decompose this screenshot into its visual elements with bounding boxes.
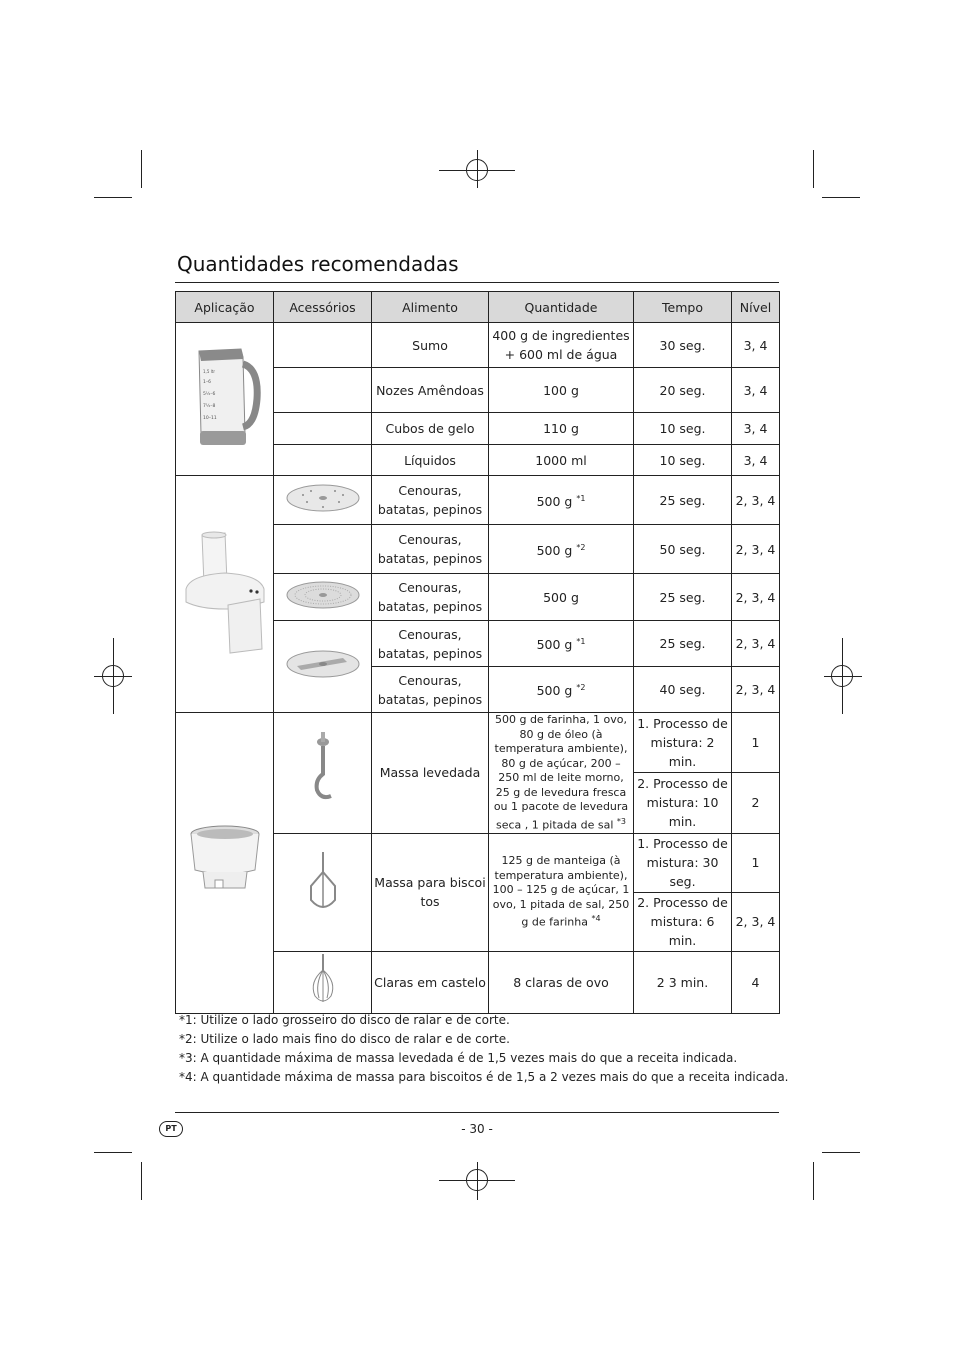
header-time: Tempo bbox=[634, 292, 732, 323]
food-cell: Cubos de gelo bbox=[372, 413, 489, 445]
level-cell: 2, 3, 4 bbox=[732, 667, 780, 713]
empty-accessory-cell bbox=[274, 323, 372, 368]
time-cell: 25 seg. bbox=[634, 621, 732, 667]
whisk-image bbox=[274, 951, 372, 1013]
quantity-cell: 100 g bbox=[489, 368, 634, 413]
time-cell: 2. Processo de mistura: 10 min. bbox=[634, 773, 732, 833]
time-cell: 10 seg. bbox=[634, 413, 732, 445]
time-cell: 10 seg. bbox=[634, 445, 732, 476]
level-cell: 2, 3, 4 bbox=[732, 476, 780, 525]
level-cell: 1 bbox=[732, 833, 780, 892]
food-cell: Cenouras, batatas, pepinos bbox=[372, 525, 489, 574]
quantity-cell: 500 g bbox=[489, 574, 634, 621]
quantity-cell: 500 g de farinha, 1 ovo, 80 g de óleo (à temperatura ambiente), 80 g de açúcar, 200 – 250 ml de leite morno, 25 g de levedura fresca ou 1 pacote de levedura seca , 1 pitada de sal $^{*3}$ bbox=[489, 713, 634, 834]
svg-text:1,5 ltr: 1,5 ltr bbox=[202, 369, 215, 374]
language-badge: PT bbox=[159, 1121, 183, 1137]
time-cell: 1. Processo de mistura: 2 min. bbox=[634, 713, 732, 773]
empty-accessory-cell bbox=[274, 413, 372, 445]
level-cell: 3, 4 bbox=[732, 323, 780, 368]
slicing-disc-image bbox=[274, 621, 372, 713]
svg-text:1–6: 1–6 bbox=[202, 380, 211, 385]
page-title: Quantidades recomendadas bbox=[177, 252, 459, 276]
level-cell: 2, 3, 4 bbox=[732, 621, 780, 667]
quantities-table bbox=[175, 291, 780, 1014]
level-cell: 1 bbox=[732, 713, 780, 773]
level-cell: 2, 3, 4 bbox=[732, 525, 780, 574]
dough-hook-image bbox=[274, 713, 372, 834]
table-row bbox=[176, 323, 780, 368]
quantity-cell: 8 claras de ovo bbox=[489, 951, 634, 1013]
food-processor-image bbox=[176, 476, 274, 713]
header-level: Nível bbox=[732, 292, 780, 323]
shared-accessory-cell bbox=[274, 525, 372, 574]
footnote-4: *4: A quantidade máxima de massa para biscoitos é de 1,5 a 2 vezes mais do que a receita indicada. bbox=[179, 1070, 789, 1084]
food-cell: Claras em castelo bbox=[372, 951, 489, 1013]
table-row bbox=[176, 713, 780, 773]
table-row bbox=[176, 476, 780, 525]
time-cell: 50 seg. bbox=[634, 525, 732, 574]
food-cell: Cenouras, batatas, pepinos bbox=[372, 621, 489, 667]
time-cell: 20 seg. bbox=[634, 368, 732, 413]
time-cell: 25 seg. bbox=[634, 574, 732, 621]
fine-grating-disc-image bbox=[274, 574, 372, 621]
svg-text:7½–8: 7½–8 bbox=[202, 404, 215, 409]
header-application: Aplicação bbox=[176, 292, 274, 323]
quantity-cell: 500 g $^{*1}$ bbox=[489, 621, 634, 667]
food-cell: Cenouras, batatas, pepinos bbox=[372, 574, 489, 621]
food-cell: Líquidos bbox=[372, 445, 489, 476]
level-cell: 2, 3, 4 bbox=[732, 892, 780, 951]
level-cell: 2 bbox=[732, 773, 780, 833]
quantity-cell: 500 g $^{*2}$ bbox=[489, 525, 634, 574]
svg-text:5½–6: 5½–6 bbox=[202, 392, 215, 397]
footnote-3: *3: A quantidade máxima de massa levedada é de 1,5 vezes mais do que a receita indicada. bbox=[179, 1051, 738, 1065]
level-cell: 2, 3, 4 bbox=[732, 574, 780, 621]
time-cell: 30 seg. bbox=[634, 323, 732, 368]
level-cell: 4 bbox=[732, 951, 780, 1013]
time-cell: 2 3 min. bbox=[634, 951, 732, 1013]
footnote-1: *1: Utilize o lado grosseiro do disco de ralar e de corte. bbox=[179, 1013, 510, 1027]
food-cell: Nozes Amêndoas bbox=[372, 368, 489, 413]
quantity-cell: 500 g $^{*2}$ bbox=[489, 667, 634, 713]
quantity-cell: 500 g $^{*1}$ bbox=[489, 476, 634, 525]
food-cell: Massa levedada bbox=[372, 713, 489, 834]
grating-disc-image bbox=[274, 476, 372, 525]
mixing-bowl-image bbox=[176, 713, 274, 1014]
footer-divider bbox=[175, 1112, 779, 1113]
time-cell: 25 seg. bbox=[634, 476, 732, 525]
table-header-row bbox=[176, 292, 780, 323]
time-cell: 2. Processo de mistura: 6 min. bbox=[634, 892, 732, 951]
time-cell: 1. Processo de mistura: 30 seg. bbox=[634, 833, 732, 892]
time-cell: 40 seg. bbox=[634, 667, 732, 713]
flat-beater-image bbox=[274, 833, 372, 951]
header-food: Alimento bbox=[372, 292, 489, 323]
level-cell: 3, 4 bbox=[732, 413, 780, 445]
empty-accessory-cell bbox=[274, 445, 372, 476]
quantity-cell: 125 g de manteiga (à temperatura ambiente), 100 – 125 g de açúcar, 1 ovo, 1 pitada de sal, 250 g de farinha $^{*4}$ bbox=[489, 833, 634, 951]
level-cell: 3, 4 bbox=[732, 368, 780, 413]
footnote-2: *2: Utilize o lado mais fino do disco de ralar e de corte. bbox=[179, 1032, 510, 1046]
quantity-cell: 110 g bbox=[489, 413, 634, 445]
food-cell: Cenouras, batatas, pepinos bbox=[372, 476, 489, 525]
food-cell: Sumo bbox=[372, 323, 489, 368]
blender-jug-image bbox=[176, 323, 274, 476]
quantity-cell: 1000 ml bbox=[489, 445, 634, 476]
header-quantity: Quantidade bbox=[489, 292, 634, 323]
quantity-cell: 400 g de ingredientes + 600 ml de água bbox=[489, 323, 634, 368]
empty-accessory-cell bbox=[274, 368, 372, 413]
food-cell: Cenouras, batatas, pepinos bbox=[372, 667, 489, 713]
level-cell: 3, 4 bbox=[732, 445, 780, 476]
page-number: - 30 - bbox=[461, 1122, 493, 1136]
title-divider bbox=[175, 282, 779, 283]
food-cell: Massa para biscoi tos bbox=[372, 833, 489, 951]
svg-text:10–11: 10–11 bbox=[202, 416, 217, 421]
header-accessories: Acessórios bbox=[274, 292, 372, 323]
